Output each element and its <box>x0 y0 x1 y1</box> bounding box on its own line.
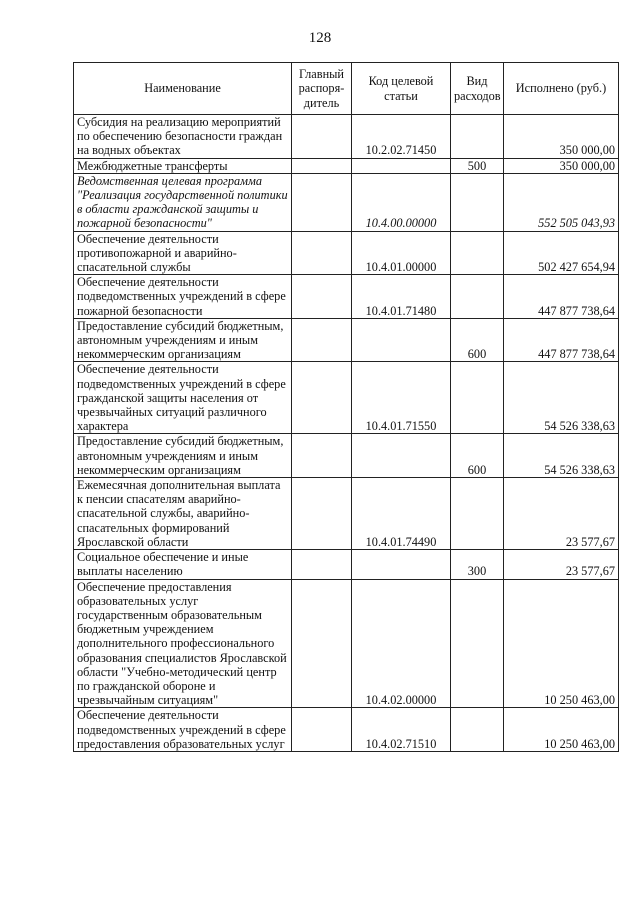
table-header-row <box>74 63 619 115</box>
cell-head <box>292 708 352 752</box>
table-row <box>74 550 619 579</box>
table-row <box>74 362 619 434</box>
cell-amount: 502 427 654,94 <box>504 231 619 275</box>
cell-kind <box>451 275 504 319</box>
table-row <box>74 708 619 752</box>
cell-code <box>352 318 451 362</box>
cell-name: Ведомственная целевая программа "Реализация государственной политики в области гражданской защиты и пожарной безопасности" <box>74 173 292 231</box>
cell-name: Обеспечение деятельности подведомственных учреждений в сфере предоставления образовательных услуг <box>74 708 292 752</box>
cell-code <box>352 434 451 478</box>
page-number: 128 <box>308 30 332 46</box>
cell-kind <box>451 579 504 708</box>
cell-kind: 600 <box>451 318 504 362</box>
table-row <box>74 231 619 275</box>
cell-head <box>292 158 352 173</box>
cell-code: 10.4.02.71510 <box>352 708 451 752</box>
cell-kind: 600 <box>451 434 504 478</box>
column-header-kind: Вид расходов <box>451 63 504 115</box>
cell-kind: 500 <box>451 158 504 173</box>
table-row <box>74 275 619 319</box>
cell-code: 10.4.01.71480 <box>352 275 451 319</box>
cell-amount: 23 577,67 <box>504 478 619 550</box>
cell-kind <box>451 115 504 159</box>
cell-head <box>292 362 352 434</box>
cell-amount: 350 000,00 <box>504 115 619 159</box>
column-header-name: Наименование <box>74 63 292 115</box>
cell-name: Обеспечение деятельности подведомственных учреждений в сфере пожарной безопасности <box>74 275 292 319</box>
cell-head <box>292 231 352 275</box>
budget-table <box>73 62 619 752</box>
table-row <box>74 579 619 708</box>
cell-head <box>292 275 352 319</box>
cell-kind <box>451 708 504 752</box>
cell-name: Обеспечение деятельности противопожарной и аварийно-спасательной службы <box>74 231 292 275</box>
cell-amount: 447 877 738,64 <box>504 275 619 319</box>
cell-amount: 54 526 338,63 <box>504 362 619 434</box>
column-header-head: Главный распоря-дитель <box>292 63 352 115</box>
table-row <box>74 173 619 231</box>
table-row <box>74 158 619 173</box>
column-header-amount: Исполнено (руб.) <box>504 63 619 115</box>
cell-amount: 10 250 463,00 <box>504 579 619 708</box>
table-row <box>74 478 619 550</box>
cell-code <box>352 158 451 173</box>
cell-kind <box>451 362 504 434</box>
cell-code: 10.4.01.74490 <box>352 478 451 550</box>
column-header-code: Код целевой статьи <box>352 63 451 115</box>
cell-head <box>292 579 352 708</box>
cell-head <box>292 318 352 362</box>
cell-name: Обеспечение деятельности подведомственных учреждений в сфере гражданской защиты населения от чрезвычайных ситуаций различного характера <box>74 362 292 434</box>
cell-amount: 552 505 043,93 <box>504 173 619 231</box>
cell-name: Предоставление субсидий бюджетным, автономным учреждениям и иным некоммерческим организациям <box>74 434 292 478</box>
cell-name: Субсидия на реализацию мероприятий по обеспечению безопасности граждан на водных объектах <box>74 115 292 159</box>
cell-code: 10.4.00.00000 <box>352 173 451 231</box>
cell-name: Межбюджетные трансферты <box>74 158 292 173</box>
cell-code: 10.4.01.71550 <box>352 362 451 434</box>
cell-head <box>292 173 352 231</box>
cell-name: Предоставление субсидий бюджетным, автономным учреждениям и иным некоммерческим организациям <box>74 318 292 362</box>
table-row <box>74 318 619 362</box>
cell-amount: 447 877 738,64 <box>504 318 619 362</box>
table-row <box>74 115 619 159</box>
cell-head <box>292 434 352 478</box>
cell-code: 10.4.01.00000 <box>352 231 451 275</box>
cell-code <box>352 550 451 579</box>
cell-name: Ежемесячная дополнительная выплата к пенсии спасателям аварийно-спасательной службы, аварийно-спасательных формирований Ярославской области <box>74 478 292 550</box>
cell-kind <box>451 173 504 231</box>
cell-head <box>292 478 352 550</box>
cell-name: Социальное обеспечение и иные выплаты населению <box>74 550 292 579</box>
cell-name: Обеспечение предоставления образовательных услуг государственным образовательным бюджетным учреждением дополнительного профессионального образования специалистов Ярославской области "Учебно-методический центр по гражданской обороне и чрезвычайным ситуациям" <box>74 579 292 708</box>
cell-amount: 10 250 463,00 <box>504 708 619 752</box>
table-row <box>74 434 619 478</box>
cell-amount: 54 526 338,63 <box>504 434 619 478</box>
cell-head <box>292 115 352 159</box>
cell-kind <box>451 478 504 550</box>
cell-kind: 300 <box>451 550 504 579</box>
cell-code: 10.4.02.00000 <box>352 579 451 708</box>
cell-kind <box>451 231 504 275</box>
cell-amount: 23 577,67 <box>504 550 619 579</box>
cell-head <box>292 550 352 579</box>
cell-code: 10.2.02.71450 <box>352 115 451 159</box>
cell-amount: 350 000,00 <box>504 158 619 173</box>
